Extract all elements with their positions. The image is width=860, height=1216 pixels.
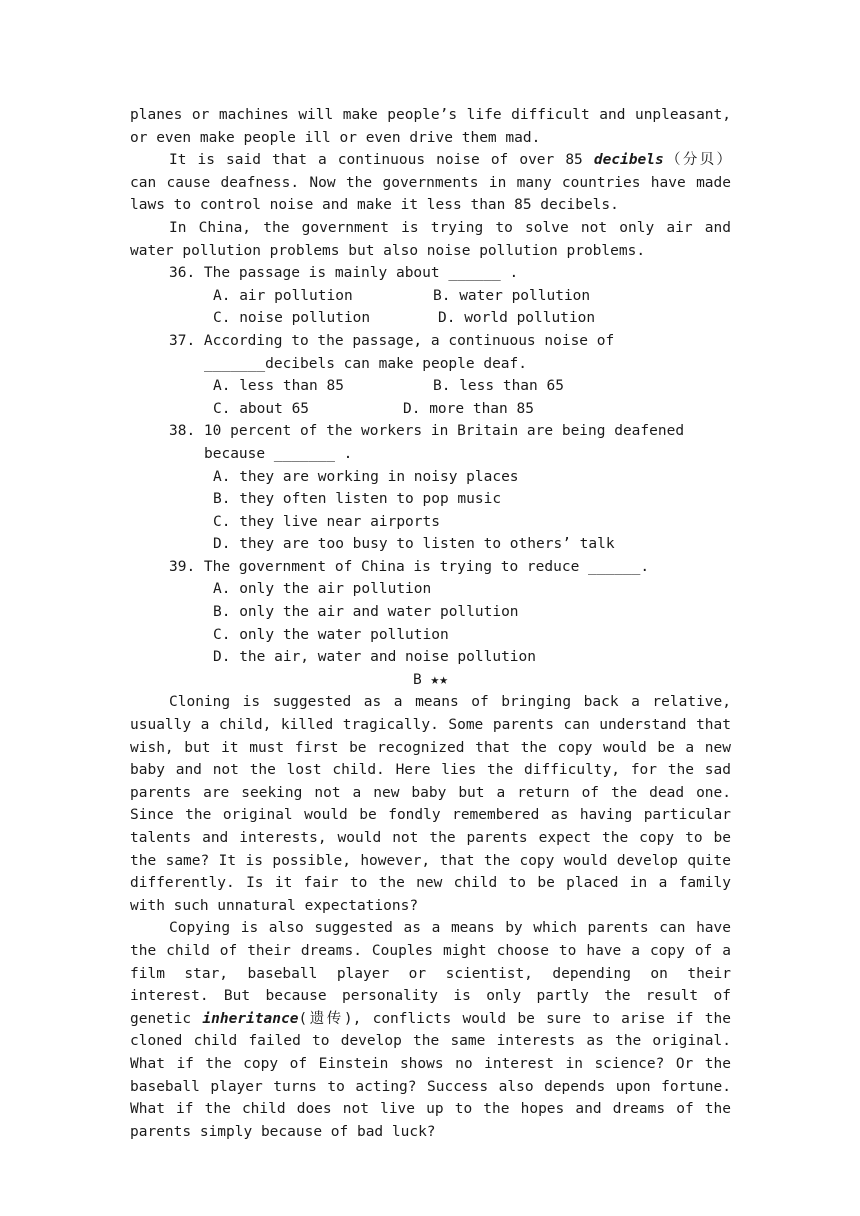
question-36-options-row-2 bbox=[130, 307, 731, 330]
question-38-stem: 38. 10 percent of the workers in Britain are being deafened because _______ . bbox=[169, 423, 685, 462]
question-36-stem: 36. The passage is mainly about ______ . bbox=[169, 265, 519, 282]
question-39-option-a: A. only the air pollution bbox=[213, 581, 432, 598]
question-38-option-a: A. they are working in noisy places bbox=[213, 468, 519, 485]
paragraph-2-start: It is said that a continuous noise of over 85 bbox=[169, 152, 594, 169]
question-36-options-row-1 bbox=[130, 285, 731, 308]
passage-a-paragraph-2 bbox=[130, 149, 731, 217]
question-37-option-d: D. more than 85 bbox=[403, 400, 534, 417]
passage-a-paragraph-3: In China, the government is trying to solve not only air and water pollution problems but also noise pollution problems. bbox=[130, 219, 731, 259]
paragraph-b2-rest: (遗传), conflicts would be sure to arise if the cloned child failed to develop the same interests as the original. What if the copy of Einstein shows no interest in science? Or the baseball player turns to acting? Success also depends upon fortune. What if the child does not live up to the hopes and dreams of the parents simply because of bad luck? bbox=[130, 1010, 731, 1140]
question-36-option-c: C. noise pollution bbox=[213, 310, 371, 327]
term-inheritance: inheritance bbox=[202, 1010, 299, 1027]
passage-a-paragraph-1: planes or machines will make people’s life difficult and unpleasant, or even make people ill or even drive them mad. bbox=[130, 107, 731, 146]
paragraph-b2-start: Copying is also suggested as a means by which parents can have the child of their dreams. Couples might choose to have a copy of a film star, baseball player or scientist, depending on their interest. But because personality is only partly the result of genetic bbox=[130, 920, 731, 1027]
question-38-option-d: D. they are too busy to listen to others’ talk bbox=[213, 536, 615, 553]
document-page bbox=[130, 104, 731, 1143]
question-39-stem: 39. The government of China is trying to reduce ______. bbox=[169, 558, 650, 575]
question-37-stem: 37. According to the passage, a continuous noise of _______decibels can make people deaf. bbox=[169, 332, 615, 372]
section-b-heading: B ★★ bbox=[413, 671, 448, 688]
question-36-option-b: B. water pollution bbox=[433, 287, 591, 304]
paragraph-2-rest: （分贝） can cause deafness. Now the governments in many countries have made laws to control noise and make it less than 85 decibels. bbox=[130, 152, 731, 214]
question-36-option-d: D. world pollution bbox=[438, 310, 596, 327]
term-decibels: decibels bbox=[593, 152, 664, 169]
passage-b-paragraph-2 bbox=[130, 917, 731, 1143]
question-36-option-a: A. air pollution bbox=[213, 287, 353, 304]
question-37-option-c: C. about 65 bbox=[213, 400, 310, 417]
question-37-option-b: B. less than 65 bbox=[433, 378, 564, 395]
question-37-options-row-2 bbox=[130, 398, 731, 421]
question-39-option-d: D. the air, water and noise pollution bbox=[213, 649, 537, 666]
passage-b-paragraph-1: Cloning is suggested as a means of bringing back a relative, usually a child, killed tragically. Some parents can understand that wish, but it must first be recognized that the copy would be a new baby and not the lost child. Here lies the difficulty, for the sad parents are seeking not a new baby but a return of the dead one. Since the original would be fondly remembered as having particular talents and interests, would not the parents expect the copy to be the same? It is possible, however, that the copy would develop quite differently. Is it fair to the new child to be placed in a family with such unnatural expectations? bbox=[130, 694, 731, 914]
question-39-option-c: C. only the water pollution bbox=[213, 626, 449, 643]
question-37-option-a: A. less than 85 bbox=[213, 378, 344, 395]
question-38-option-b: B. they often listen to pop music bbox=[213, 491, 502, 508]
question-39-option-b: B. only the air and water pollution bbox=[213, 604, 519, 621]
question-38-option-c: C. they live near airports bbox=[213, 513, 440, 530]
question-37-options-row-1 bbox=[130, 375, 731, 398]
